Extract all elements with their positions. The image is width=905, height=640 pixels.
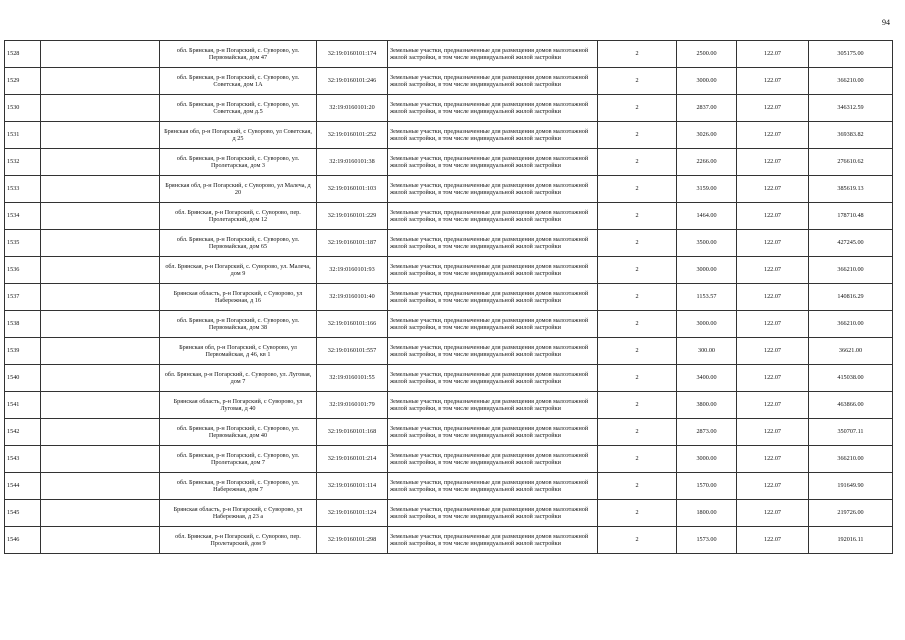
table-row: [5, 122, 893, 149]
area-cell: 1800.00: [677, 500, 737, 527]
cadastral-value-cell: 369383.82: [809, 122, 893, 149]
group-cell: 2: [598, 95, 677, 122]
row-number-cell: 1543: [5, 446, 41, 473]
land-purpose-cell: Земельные участки, предназначенные для размещения домов малоэтажной жилой застройки, в том числе индивидуальной жилой застройки: [388, 122, 598, 149]
cadastral-number-cell: 32:19:0160101:114: [317, 473, 388, 500]
table-row: [5, 41, 893, 68]
table-row: [5, 95, 893, 122]
land-purpose-cell: Земельные участки, предназначенные для размещения домов малоэтажной жилой застройки, в том числе индивидуальной жилой застройки: [388, 203, 598, 230]
address-cell: Брянская обл, р-н Погарский, с Суворово, ул Малеча, д 20: [160, 176, 317, 203]
cadastral-value-cell: 366210.00: [809, 311, 893, 338]
land-purpose-cell: Земельные участки, предназначенные для размещения домов малоэтажной жилой застройки, в том числе индивидуальной жилой застройки: [388, 95, 598, 122]
area-cell: 3000.00: [677, 446, 737, 473]
specific-value-cell: 122.07: [737, 203, 809, 230]
address-cell: обл. Брянская, р-н Погарский, с. Суворово, ул. Первомайская, дом 47: [160, 41, 317, 68]
area-cell: 2500.00: [677, 41, 737, 68]
empty-cell: [41, 473, 160, 500]
cadastral-value-cell: 219726.00: [809, 500, 893, 527]
empty-cell: [41, 176, 160, 203]
address-cell: обл. Брянская, р-н Погарский, с. Суворово, ул. Советская, дом 1А: [160, 68, 317, 95]
group-cell: 2: [598, 473, 677, 500]
cadastral-value-cell: 366210.00: [809, 446, 893, 473]
cadastral-value-cell: 350707.11: [809, 419, 893, 446]
row-number-cell: 1541: [5, 392, 41, 419]
area-cell: 3026.00: [677, 122, 737, 149]
group-cell: 2: [598, 392, 677, 419]
row-number-cell: 1533: [5, 176, 41, 203]
cadastral-value-cell: 463866.00: [809, 392, 893, 419]
cadastral-number-cell: 32:19:0160101:168: [317, 419, 388, 446]
group-cell: 2: [598, 284, 677, 311]
table-row: [5, 527, 893, 554]
specific-value-cell: 122.07: [737, 122, 809, 149]
specific-value-cell: 122.07: [737, 176, 809, 203]
land-purpose-cell: Земельные участки, предназначенные для размещения домов малоэтажной жилой застройки, в том числе индивидуальной жилой застройки: [388, 230, 598, 257]
area-cell: 3400.00: [677, 365, 737, 392]
group-cell: 2: [598, 41, 677, 68]
area-cell: 2873.00: [677, 419, 737, 446]
table-row: [5, 68, 893, 95]
address-cell: обл. Брянская, р-н Погарский, с. Суворово, пер. Пролетарский, дом 12: [160, 203, 317, 230]
specific-value-cell: 122.07: [737, 149, 809, 176]
land-purpose-cell: Земельные участки, предназначенные для размещения домов малоэтажной жилой застройки, в том числе индивидуальной жилой застройки: [388, 527, 598, 554]
cadastral-value-cell: 427245.00: [809, 230, 893, 257]
area-cell: 2837.00: [677, 95, 737, 122]
group-cell: 2: [598, 149, 677, 176]
table-row: [5, 203, 893, 230]
land-purpose-cell: Земельные участки, предназначенные для размещения домов малоэтажной жилой застройки, в том числе индивидуальной жилой застройки: [388, 473, 598, 500]
cadastral-value-cell: 415038.00: [809, 365, 893, 392]
specific-value-cell: 122.07: [737, 392, 809, 419]
row-number-cell: 1540: [5, 365, 41, 392]
cadastral-number-cell: 32:19:0160101:79: [317, 392, 388, 419]
empty-cell: [41, 446, 160, 473]
land-purpose-cell: Земельные участки, предназначенные для размещения домов малоэтажной жилой застройки, в том числе индивидуальной жилой застройки: [388, 68, 598, 95]
area-cell: 1573.00: [677, 527, 737, 554]
group-cell: 2: [598, 230, 677, 257]
cadastral-value-cell: 366210.00: [809, 68, 893, 95]
address-cell: обл. Брянская, р-н Погарский, с. Суворово, ул. Первомайская, дом 40: [160, 419, 317, 446]
land-purpose-cell: Земельные участки, предназначенные для размещения домов малоэтажной жилой застройки, в том числе индивидуальной жилой застройки: [388, 500, 598, 527]
cadastral-value-table: [4, 40, 893, 554]
area-cell: 2266.00: [677, 149, 737, 176]
specific-value-cell: 122.07: [737, 446, 809, 473]
specific-value-cell: 122.07: [737, 95, 809, 122]
row-number-cell: 1537: [5, 284, 41, 311]
page-number: 94: [882, 18, 890, 27]
land-purpose-cell: Земельные участки, предназначенные для размещения домов малоэтажной жилой застройки, в том числе индивидуальной жилой застройки: [388, 176, 598, 203]
table-row: [5, 419, 893, 446]
row-number-cell: 1546: [5, 527, 41, 554]
empty-cell: [41, 95, 160, 122]
specific-value-cell: 122.07: [737, 257, 809, 284]
land-purpose-cell: Земельные участки, предназначенные для размещения домов малоэтажной жилой застройки, в том числе индивидуальной жилой застройки: [388, 365, 598, 392]
area-cell: 3500.00: [677, 230, 737, 257]
address-cell: обл. Брянская, р-н Погарский, с. Суворово, ул. Набережная, дом 7: [160, 473, 317, 500]
address-cell: обл. Брянская, р-н Погарский, с. Суворово, ул. Пролетарская, дом 3: [160, 149, 317, 176]
specific-value-cell: 122.07: [737, 419, 809, 446]
group-cell: 2: [598, 500, 677, 527]
table-row: [5, 500, 893, 527]
cadastral-number-cell: 32:19:0160101:20: [317, 95, 388, 122]
cadastral-number-cell: 32:19:0160101:298: [317, 527, 388, 554]
table-row: [5, 365, 893, 392]
table-row: [5, 311, 893, 338]
table-row: [5, 446, 893, 473]
group-cell: 2: [598, 365, 677, 392]
empty-cell: [41, 419, 160, 446]
specific-value-cell: 122.07: [737, 500, 809, 527]
table-row: [5, 257, 893, 284]
address-cell: Брянская область, р-н Погарский, с Суворово, ул Луговая, д 40: [160, 392, 317, 419]
empty-cell: [41, 230, 160, 257]
row-number-cell: 1542: [5, 419, 41, 446]
row-number-cell: 1545: [5, 500, 41, 527]
empty-cell: [41, 392, 160, 419]
cadastral-number-cell: 32:19:0160101:246: [317, 68, 388, 95]
empty-cell: [41, 365, 160, 392]
cadastral-value-cell: 276610.62: [809, 149, 893, 176]
specific-value-cell: 122.07: [737, 365, 809, 392]
row-number-cell: 1532: [5, 149, 41, 176]
cadastral-number-cell: 32:19:0160101:557: [317, 338, 388, 365]
specific-value-cell: 122.07: [737, 338, 809, 365]
specific-value-cell: 122.07: [737, 230, 809, 257]
cadastral-value-cell: 36621.00: [809, 338, 893, 365]
land-purpose-cell: Земельные участки, предназначенные для размещения домов малоэтажной жилой застройки, в том числе индивидуальной жилой застройки: [388, 446, 598, 473]
table-body: [5, 41, 893, 554]
area-cell: 3000.00: [677, 68, 737, 95]
address-cell: обл. Брянская, р-н Погарский, с. Суворово, пер. Пролетарский, дом 9: [160, 527, 317, 554]
area-cell: 3159.00: [677, 176, 737, 203]
table-row: [5, 392, 893, 419]
row-number-cell: 1544: [5, 473, 41, 500]
address-cell: обл. Брянская, р-н Погарский, с. Суворово, ул. Советская, дом д.5: [160, 95, 317, 122]
empty-cell: [41, 338, 160, 365]
table-row: [5, 176, 893, 203]
cadastral-number-cell: 32:19:0160101:103: [317, 176, 388, 203]
address-cell: обл. Брянская, р-н Погарский, с. Суворово, ул. Луговая, дом 7: [160, 365, 317, 392]
address-cell: Брянская область, р-н Погарский, с Суворово, ул Набережная, д 16: [160, 284, 317, 311]
group-cell: 2: [598, 122, 677, 149]
group-cell: 2: [598, 419, 677, 446]
address-cell: обл. Брянская, р-н Погарский, с. Суворово, ул. Первомайская, дом 65: [160, 230, 317, 257]
land-purpose-cell: Земельные участки, предназначенные для размещения домов малоэтажной жилой застройки, в том числе индивидуальной жилой застройки: [388, 284, 598, 311]
specific-value-cell: 122.07: [737, 284, 809, 311]
address-cell: Брянская обл, р-н Погарский, с Суворово, ул Советская, д 25: [160, 122, 317, 149]
cadastral-number-cell: 32:19:0160101:166: [317, 311, 388, 338]
address-cell: Брянская обл, р-н Погарский, с Суворово, ул Первомайская, д 46, кв 1: [160, 338, 317, 365]
cadastral-value-cell: 192016.11: [809, 527, 893, 554]
area-cell: 3000.00: [677, 257, 737, 284]
specific-value-cell: 122.07: [737, 311, 809, 338]
row-number-cell: 1538: [5, 311, 41, 338]
row-number-cell: 1534: [5, 203, 41, 230]
group-cell: 2: [598, 446, 677, 473]
specific-value-cell: 122.07: [737, 527, 809, 554]
group-cell: 2: [598, 257, 677, 284]
empty-cell: [41, 203, 160, 230]
empty-cell: [41, 149, 160, 176]
row-number-cell: 1528: [5, 41, 41, 68]
row-number-cell: 1529: [5, 68, 41, 95]
cadastral-number-cell: 32:19:0160101:214: [317, 446, 388, 473]
area-cell: 1570.00: [677, 473, 737, 500]
group-cell: 2: [598, 68, 677, 95]
table-row: [5, 284, 893, 311]
empty-cell: [41, 527, 160, 554]
cadastral-value-cell: 178710.48: [809, 203, 893, 230]
table-row: [5, 338, 893, 365]
empty-cell: [41, 257, 160, 284]
land-purpose-cell: Земельные участки, предназначенные для размещения домов малоэтажной жилой застройки, в том числе индивидуальной жилой застройки: [388, 419, 598, 446]
address-cell: обл. Брянская, р-н Погарский, с. Суворово, ул. Пролетарская, дом 7: [160, 446, 317, 473]
row-number-cell: 1536: [5, 257, 41, 284]
cadastral-value-cell: 385619.13: [809, 176, 893, 203]
area-cell: 1153.57: [677, 284, 737, 311]
specific-value-cell: 122.07: [737, 473, 809, 500]
empty-cell: [41, 284, 160, 311]
table-row: [5, 473, 893, 500]
cadastral-number-cell: 32:19:0160101:187: [317, 230, 388, 257]
row-number-cell: 1530: [5, 95, 41, 122]
table-row: [5, 230, 893, 257]
group-cell: 2: [598, 203, 677, 230]
row-number-cell: 1539: [5, 338, 41, 365]
row-number-cell: 1535: [5, 230, 41, 257]
address-cell: обл. Брянская, р-н Погарский, с. Суворово, ул. Малеча, дом 9: [160, 257, 317, 284]
area-cell: 300.00: [677, 338, 737, 365]
empty-cell: [41, 41, 160, 68]
cadastral-number-cell: 32:19:0160101:174: [317, 41, 388, 68]
empty-cell: [41, 500, 160, 527]
area-cell: 1464.00: [677, 203, 737, 230]
cadastral-number-cell: 32:19:0160101:55: [317, 365, 388, 392]
cadastral-number-cell: 32:19:0160101:124: [317, 500, 388, 527]
group-cell: 2: [598, 176, 677, 203]
cadastral-number-cell: 32:19:0160101:93: [317, 257, 388, 284]
specific-value-cell: 122.07: [737, 68, 809, 95]
cadastral-value-cell: 346312.59: [809, 95, 893, 122]
land-purpose-cell: Земельные участки, предназначенные для размещения домов малоэтажной жилой застройки, в том числе индивидуальной жилой застройки: [388, 257, 598, 284]
cadastral-value-cell: 366210.00: [809, 257, 893, 284]
group-cell: 2: [598, 338, 677, 365]
group-cell: 2: [598, 311, 677, 338]
land-purpose-cell: Земельные участки, предназначенные для размещения домов малоэтажной жилой застройки, в том числе индивидуальной жилой застройки: [388, 338, 598, 365]
cadastral-value-cell: 191649.90: [809, 473, 893, 500]
cadastral-number-cell: 32:19:0160101:229: [317, 203, 388, 230]
group-cell: 2: [598, 527, 677, 554]
empty-cell: [41, 122, 160, 149]
land-purpose-cell: Земельные участки, предназначенные для размещения домов малоэтажной жилой застройки, в том числе индивидуальной жилой застройки: [388, 149, 598, 176]
cadastral-number-cell: 32:19:0160101:38: [317, 149, 388, 176]
cadastral-number-cell: 32:19:0160101:40: [317, 284, 388, 311]
row-number-cell: 1531: [5, 122, 41, 149]
empty-cell: [41, 68, 160, 95]
land-purpose-cell: Земельные участки, предназначенные для размещения домов малоэтажной жилой застройки, в том числе индивидуальной жилой застройки: [388, 41, 598, 68]
empty-cell: [41, 311, 160, 338]
cadastral-value-cell: 305175.00: [809, 41, 893, 68]
land-purpose-cell: Земельные участки, предназначенные для размещения домов малоэтажной жилой застройки, в том числе индивидуальной жилой застройки: [388, 392, 598, 419]
cadastral-number-cell: 32:19:0160101:252: [317, 122, 388, 149]
cadastral-value-cell: 140816.29: [809, 284, 893, 311]
land-purpose-cell: Земельные участки, предназначенные для размещения домов малоэтажной жилой застройки, в том числе индивидуальной жилой застройки: [388, 311, 598, 338]
specific-value-cell: 122.07: [737, 41, 809, 68]
address-cell: обл. Брянская, р-н Погарский, с. Суворово, ул. Первомайская, дом 38: [160, 311, 317, 338]
address-cell: Брянская область, р-н Погарский, с Суворово, ул Набережная, д 23 а: [160, 500, 317, 527]
area-cell: 3800.00: [677, 392, 737, 419]
table-row: [5, 149, 893, 176]
area-cell: 3000.00: [677, 311, 737, 338]
